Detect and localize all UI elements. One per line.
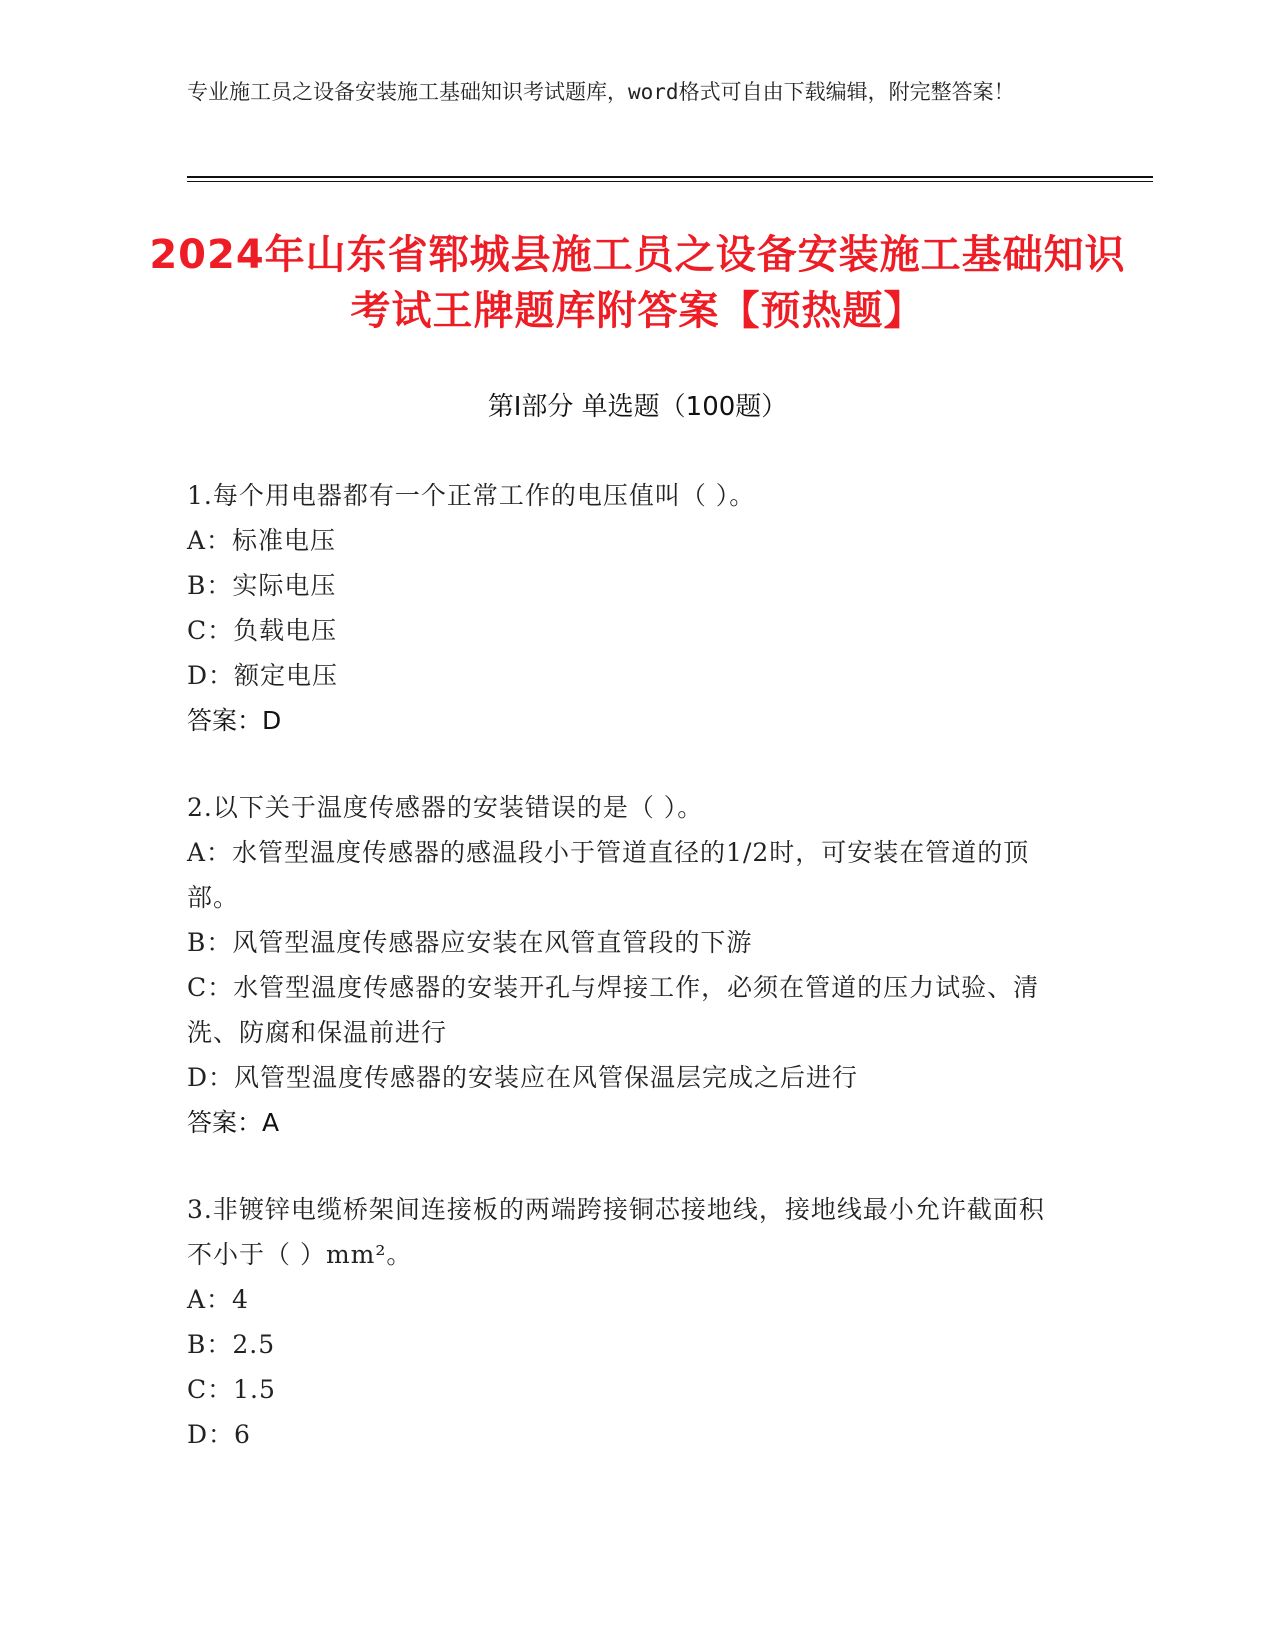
answer: 答案：D — [187, 706, 282, 735]
option-a: A：标准电压 — [187, 526, 337, 555]
option-d: D：6 — [187, 1420, 251, 1449]
option-a: A：水管型温度传感器的感温段小于管道直径的1/2时，可安装在管道的顶部。 — [187, 838, 1030, 912]
option-b: B：2.5 — [187, 1330, 276, 1359]
option-d: D：风管型温度传感器的安装应在风管保温层完成之后进行 — [187, 1063, 859, 1092]
header-divider-thick — [187, 176, 1153, 178]
header-divider-thin — [187, 181, 1153, 182]
option-c: C：负载电压 — [187, 616, 338, 645]
header-note: 专业施工员之设备安装施工基础知识考试题库，word格式可自由下载编辑，附完整答案！ — [187, 80, 1015, 104]
answer: 答案：A — [187, 1108, 280, 1137]
option-c: C：水管型温度传感器的安装开孔与焊接工作，必须在管道的压力试验、清洗、防腐和保温前进行 — [187, 973, 1040, 1047]
option-b: B：实际电压 — [187, 571, 337, 600]
question-item — [187, 785, 1067, 1145]
option-a: A：4 — [187, 1285, 249, 1314]
section-heading: 第Ⅰ部分 单选题（100题） — [487, 392, 788, 422]
option-c: C：1.5 — [187, 1375, 276, 1404]
question-text: 3.非镀锌电缆桥架间连接板的两端跨接铜芯接地线，接地线最小允许截面积不小于（ ）mm²。 — [187, 1195, 1045, 1269]
option-b: B：风管型温度传感器应安装在风管直管段的下游 — [187, 928, 753, 957]
question-item — [187, 1187, 1067, 1457]
question-text: 2.以下关于温度传感器的安装错误的是（ ）。 — [187, 793, 704, 822]
question-item — [187, 473, 1067, 743]
document-title: 2024年山东省郓城县施工员之设备安装施工基础知识考试王牌题库附答案【预热题】 — [149, 232, 1126, 334]
option-d: D：额定电压 — [187, 661, 339, 690]
question-text: 1.每个用电器都有一个正常工作的电压值叫（ ）。 — [187, 481, 756, 510]
question-list — [187, 473, 1067, 1499]
